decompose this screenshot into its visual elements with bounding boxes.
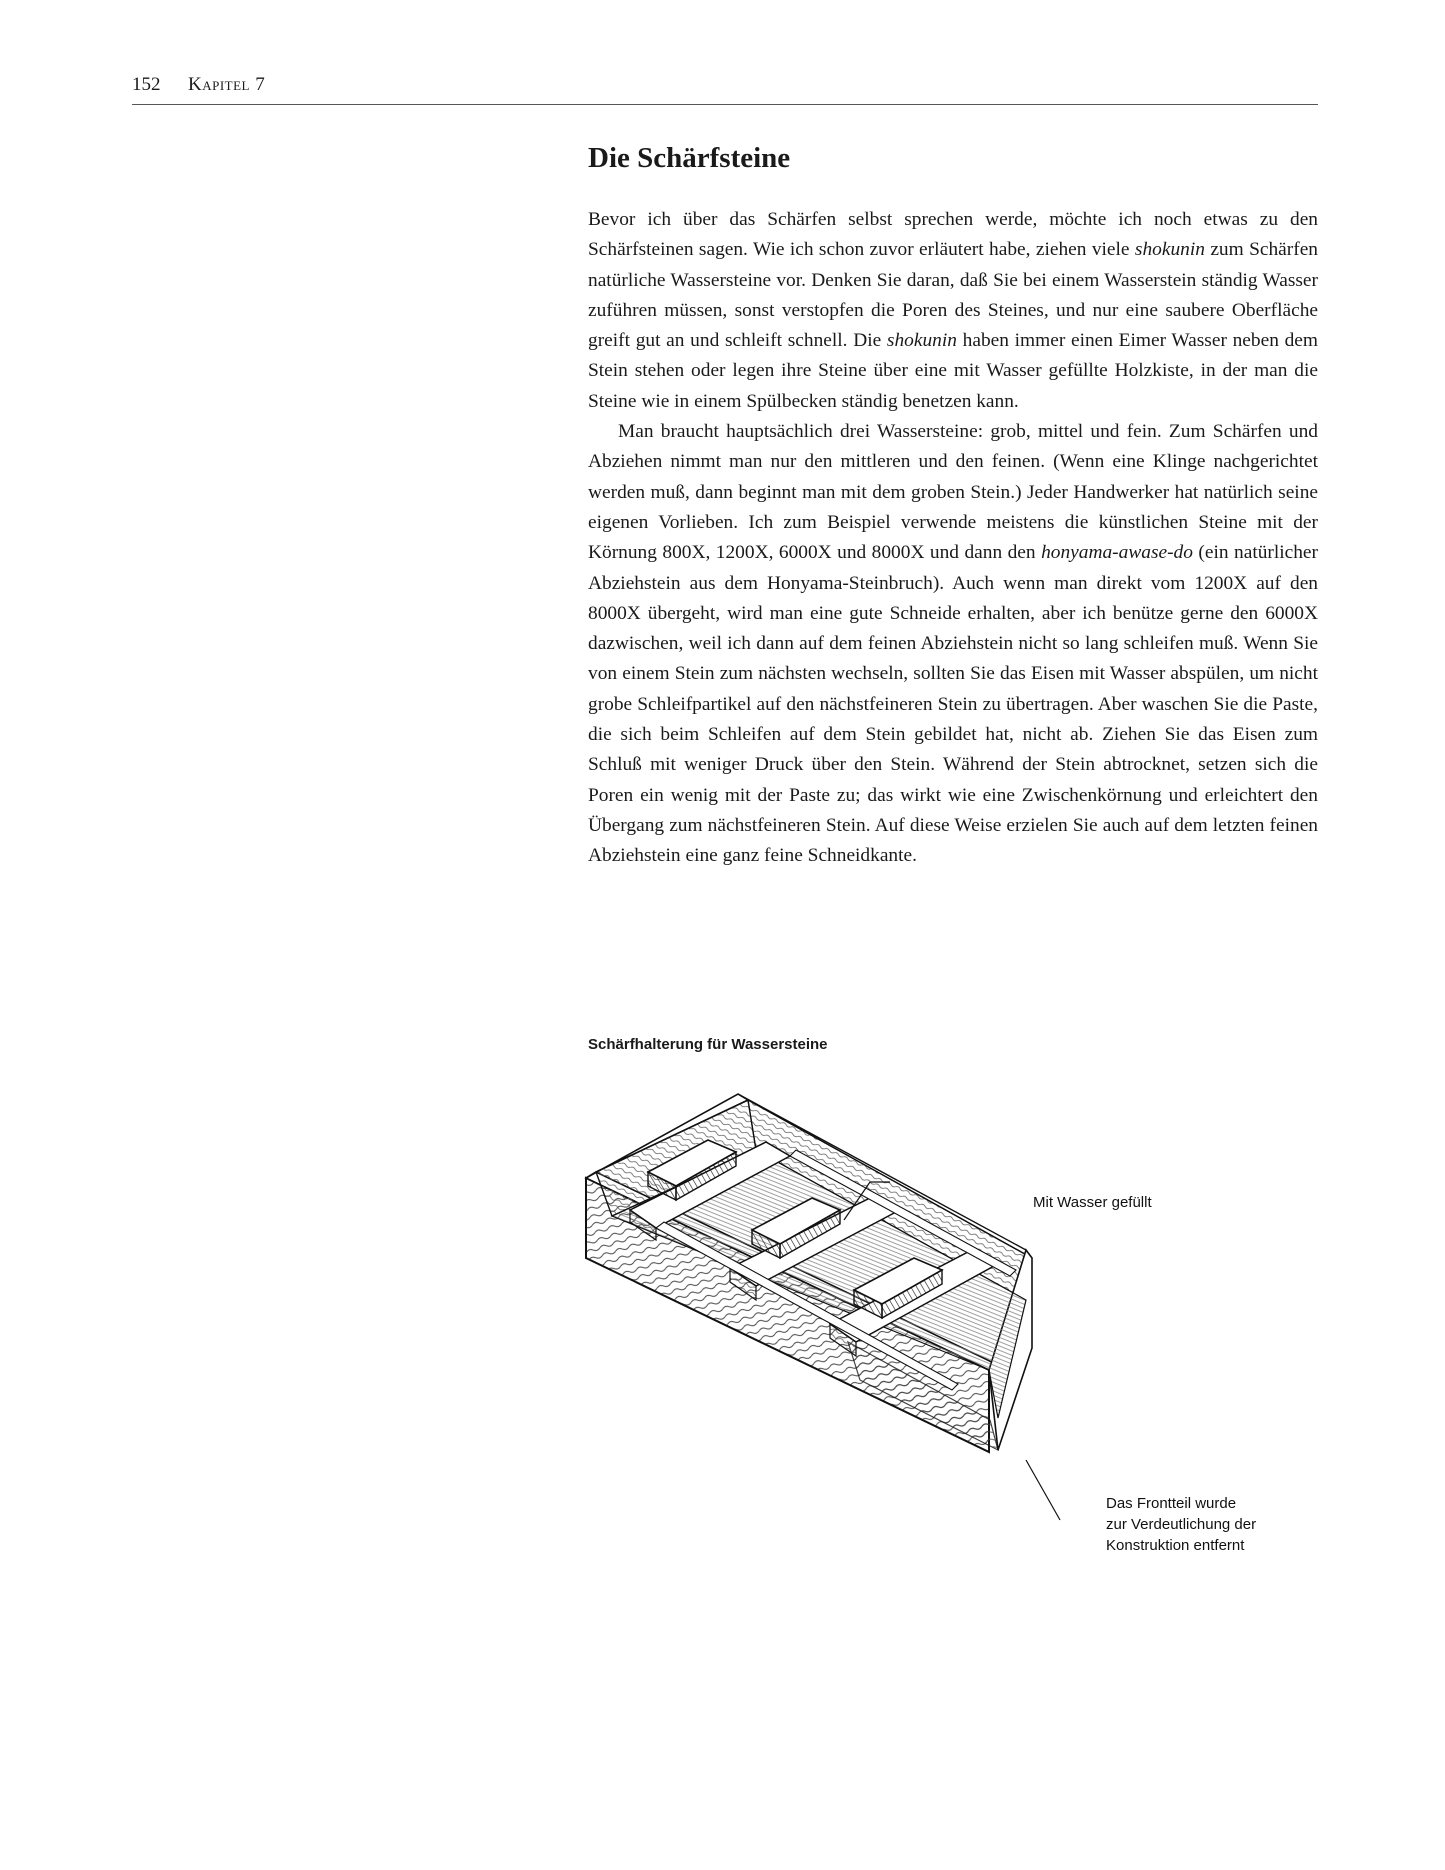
paragraph-1: Bevor ich über das Schärfen selbst sprechen werde, möchte ich noch etwas zu den Schärfsteinen sagen. Wie ich schon zuvor erläutert habe, ziehen viele shokunin zum Schärfen natürliche Wassersteine vor. Denken Sie daran, daß Sie bei einem Wasserstein ständig Wasser zuführen müssen, sonst verstopfen die Poren des Steines, und nur eine saubere Oberfläche greift gut an und schleift schnell. Die shokunin haben immer einen Eimer Wasser neben dem Stein stehen oder legen ihre Steine über eine mit Wasser gefüllte Holzkiste, in der man die Steine wie in einem Spülbecken ständig benetzen kann.	[588, 209, 1318, 412]
label-filled-with-water: Mit Wasser gefüllt	[1033, 1194, 1152, 1211]
paragraph-2: Man braucht hauptsächlich drei Wassersteine: grob, mittel und fein. Zum Schärfen und Abziehen nimmt man nur den mittleren und den feinen. (Wenn eine Klinge nachgerichtet werden muß, dann beginnt man mit dem groben Stein.) Jeder Handwerker hat natürlich seine eigenen Vorlieben. Ich zum Beispiel verwende meistens die künstlichen Steine mit der Körnung 800X, 1200X, 6000X und 8000X und dann den honyama-awase-do (ein natürlicher Abziehstein aus dem Honyama-Steinbruch). Auch wenn man direkt vom 1200X auf den 8000X übergeht, wird man eine gute Schneide erhalten, aber ich benütze gerne den 6000X dazwischen, weil ich dann auf dem feinen Abziehstein nicht so lang schleifen muß. Wenn Sie von einem Stein zum nächsten wechseln, sollten Sie das Eisen mit Wasser abspülen, um nicht grobe Schleifpartikel auf den nächstfeineren Stein zu übertragen. Aber waschen Sie die Paste, die sich beim Schleifen auf dem Stein gebildet hat, nicht ab. Ziehen Sie das Eisen zum Schluß mit weniger Druck über den Stein. Während der Stein abtrocknet, setzen sich die Poren ein wenig mit der Paste zu; das wirkt wie eine Zwischenkörnung und erleichtert den Übergang zum nächstfeineren Stein. Auf diese Weise erzielen Sie auch auf dem letzten feinen Abziehstein eine ganz feine Schneidkante.	[588, 421, 1318, 867]
running-header	[132, 72, 1318, 105]
figure-caption: Schärfhalterung für Wassersteine	[588, 1036, 828, 1053]
label-front-removed: Das Frontteil wurde zur Verdeutlichung der Konstruktion entfernt	[1106, 1495, 1257, 1554]
body-text	[588, 205, 1318, 872]
chapter-title: Kapitel 7	[188, 74, 266, 95]
section-title: Die Schärfsteine	[588, 142, 791, 174]
page-number: 152	[132, 74, 161, 95]
